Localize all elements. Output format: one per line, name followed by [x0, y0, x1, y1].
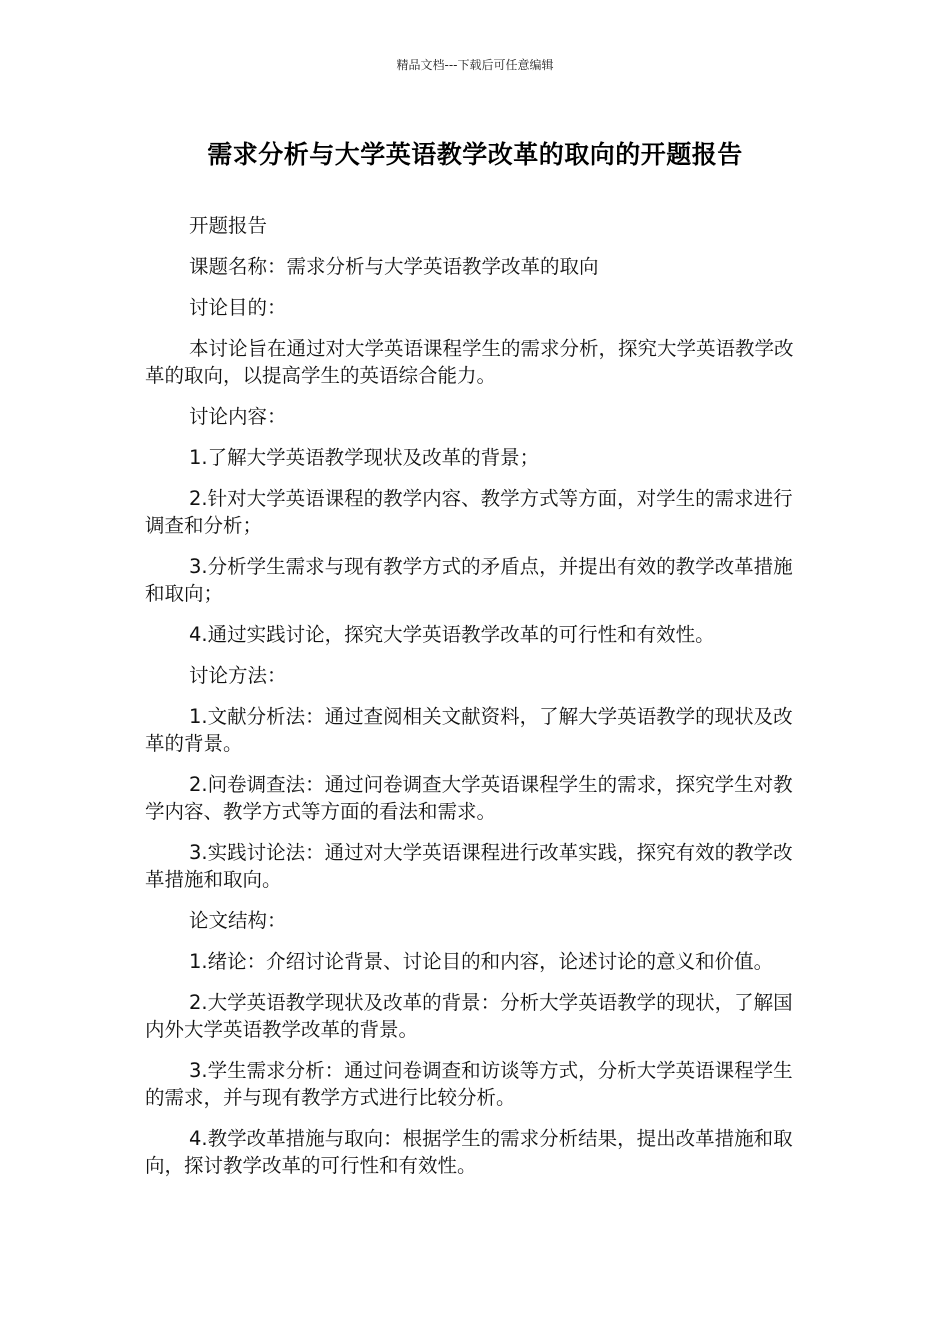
document-body — [145, 212, 805, 1193]
paragraph-structure-item-1: 1.绪论：介绍讨论背景、讨论目的和内容，论述讨论的意义和价值。 — [189, 950, 774, 973]
paragraph-purpose: 本讨论旨在通过对大学英语课程学生的需求分析，探究大学英语教学改革的取向，以提高学生的英语综合能力。 — [145, 337, 794, 387]
paragraph-content-heading: 讨论内容： — [189, 405, 287, 428]
paragraph-method-item-3: 3.实践讨论法：通过对大学英语课程进行改革实践，探究有效的教学改革措施和取向。 — [145, 841, 793, 891]
paragraph-structure-item-2: 2.大学英语教学现状及改革的背景：分析大学英语教学的现状，了解国内外大学英语教学改革的背景。 — [145, 991, 793, 1041]
paragraph-method-item-1: 1.文献分析法：通过查阅相关文献资料，了解大学英语教学的现状及改革的背景。 — [145, 705, 793, 755]
document-title: 需求分析与大学英语教学改革的取向的开题报告 — [207, 140, 743, 169]
paragraph-heading-report: 开题报告 — [189, 214, 268, 237]
paragraph-purpose-heading: 讨论目的： — [189, 296, 287, 319]
paragraph-content-item-2: 2.针对大学英语课程的教学内容、教学方式等方面，对学生的需求进行调查和分析； — [145, 487, 793, 537]
paragraph-method-heading: 讨论方法： — [189, 664, 287, 687]
paragraph-structure-item-3: 3.学生需求分析：通过问卷调查和访谈等方式，分析大学英语课程学生的需求，并与现有教学方式进行比较分析。 — [145, 1059, 793, 1109]
paragraph-structure-item-4: 4.教学改革措施与取向：根据学生的需求分析结果，提出改革措施和取向，探讨教学改革的可行性和有效性。 — [145, 1127, 793, 1177]
paragraph-content-item-4: 4.通过实践讨论，探究大学英语教学改革的可行性和有效性。 — [189, 623, 715, 646]
paragraph-structure-heading: 论文结构： — [189, 909, 287, 932]
paragraph-content-item-3: 3.分析学生需求与现有教学方式的矛盾点，并提出有效的教学改革措施和取向； — [145, 555, 793, 605]
paragraph-method-item-2: 2.问卷调查法：通过问卷调查大学英语课程学生的需求，探究学生对教学内容、教学方式等方面的看法和需求。 — [145, 773, 793, 823]
paragraph-content-item-1: 1.了解大学英语教学现状及改革的背景； — [189, 446, 540, 469]
paragraph-topic-name: 课题名称：需求分析与大学英语教学改革的取向 — [189, 255, 599, 278]
header-note: 精品文档---下载后可任意编辑 — [396, 58, 554, 72]
